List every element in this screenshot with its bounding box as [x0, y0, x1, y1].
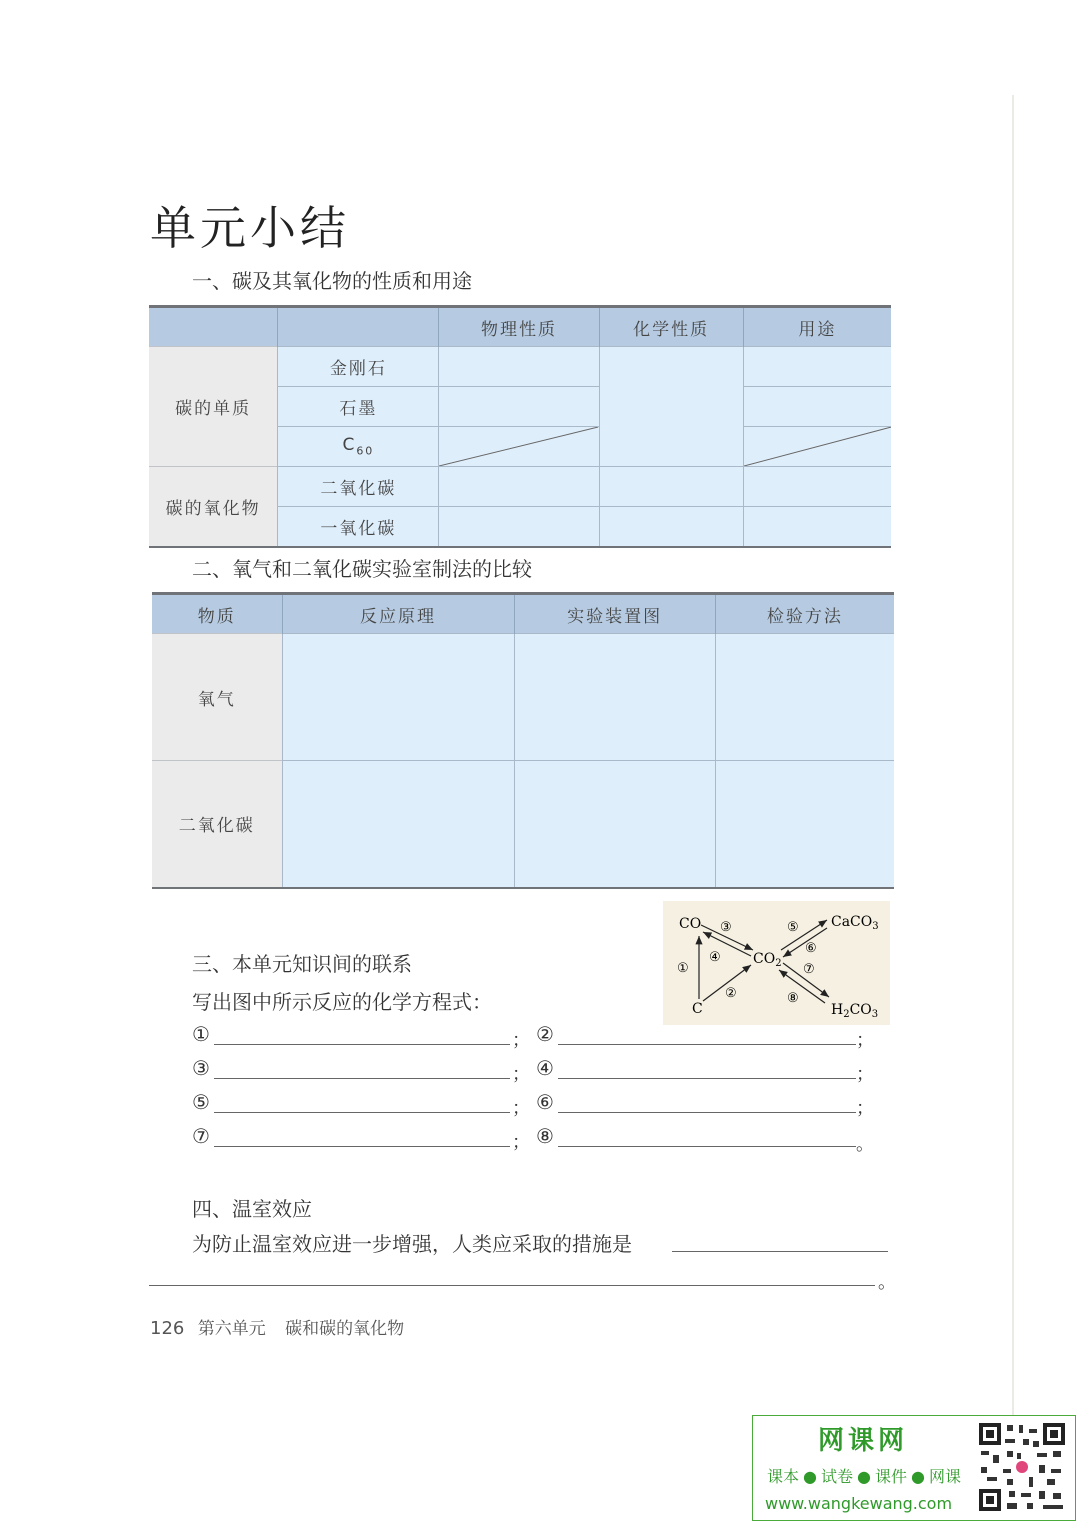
graphite-physical[interactable] — [439, 387, 599, 427]
section3-heading: 三、本单元知识间的联系 — [192, 952, 412, 976]
eq-blank-7[interactable] — [214, 1146, 510, 1147]
label-4: ④ — [709, 950, 721, 965]
header-test-method: 检验方法 — [715, 594, 894, 634]
eq-blank-3[interactable] — [214, 1078, 510, 1079]
header-blank-2 — [278, 307, 439, 347]
group-carbon-oxides: 碳的氧化物 — [149, 467, 278, 547]
row-co2: 二氧化碳 — [152, 761, 282, 888]
dot-icon: ● — [803, 1467, 817, 1486]
node-co2: $CO_2$ — [753, 951, 782, 969]
item-c60 — [278, 427, 439, 467]
label-1: ① — [677, 961, 689, 976]
watermark-badge[interactable] — [752, 1415, 1076, 1521]
item-co: 一氧化碳 — [278, 507, 439, 547]
label-6: ⑥ — [805, 941, 817, 956]
eq-sep: ； — [856, 1098, 874, 1119]
eq-blank-5[interactable] — [214, 1112, 510, 1113]
label-3: ③ — [720, 920, 732, 935]
eq-num-8: ⑧ — [536, 1124, 554, 1148]
tag: 网课 — [928, 1467, 961, 1486]
eq-num-2: ② — [536, 1022, 554, 1046]
eq-blank-6[interactable] — [558, 1112, 856, 1113]
header-substance: 物质 — [152, 594, 282, 634]
watermark-logo: 网课网 — [817, 1426, 908, 1456]
co2-chemical[interactable] — [599, 467, 743, 507]
qr-code-icon — [977, 1421, 1067, 1513]
reaction-diagram-svg — [663, 901, 890, 1025]
eq-blank-2[interactable] — [558, 1044, 856, 1045]
footer-unit: 第六单元 — [197, 1319, 266, 1339]
eq-num-3: ③ — [192, 1056, 210, 1080]
label-8: ⑧ — [787, 991, 799, 1006]
oxygen-apparatus[interactable] — [514, 634, 715, 761]
node-caco3: CaCO$_3$ — [831, 914, 879, 932]
eq-num-4: ④ — [536, 1056, 554, 1080]
diamond-physical[interactable] — [439, 347, 599, 387]
eq-num-7: ⑦ — [192, 1124, 210, 1148]
section4-question: 为防止温室效应进一步增强，人类应采取的措施是 — [192, 1232, 632, 1256]
diagonal-line — [744, 427, 891, 466]
page-title: 单元小结 — [150, 201, 350, 255]
label-2: ② — [725, 986, 737, 1001]
row-oxygen: 氧气 — [152, 634, 282, 761]
header-blank-1 — [149, 307, 278, 347]
tag: 课本 — [767, 1467, 800, 1486]
diamond-uses[interactable] — [743, 347, 891, 387]
node-co: CO — [679, 916, 702, 932]
co2-test[interactable] — [715, 761, 894, 888]
answer-blank-2[interactable] — [149, 1285, 875, 1286]
dot-icon: ● — [910, 1467, 925, 1486]
co-chemical[interactable] — [599, 507, 743, 547]
arrow-8 — [779, 970, 825, 1003]
dot-icon: ● — [857, 1467, 871, 1486]
group-carbon-elements: 碳的单质 — [149, 347, 278, 467]
node-c: C — [692, 1001, 703, 1017]
co-uses[interactable] — [743, 507, 891, 547]
eq-sep: ； — [512, 1098, 530, 1119]
item-diamond: 金刚石 — [278, 347, 439, 387]
oxygen-test[interactable] — [715, 634, 894, 761]
reaction-diagram — [663, 901, 890, 1025]
elements-chemical[interactable] — [599, 347, 743, 467]
label-7: ⑦ — [803, 962, 815, 977]
lab-preparation-table — [152, 592, 894, 889]
carbon-properties-table — [149, 305, 891, 548]
page-number: 126 — [150, 1318, 185, 1339]
co-physical[interactable] — [439, 507, 599, 547]
eq-sep: ； — [856, 1030, 874, 1051]
c60-symbol: C — [342, 435, 357, 456]
answer-period: 。 — [878, 1272, 896, 1293]
c60-subscript: 60 — [356, 444, 375, 458]
eq-sep: ； — [856, 1064, 874, 1085]
tag: 试卷 — [820, 1467, 853, 1486]
co2-principle[interactable] — [282, 761, 514, 888]
diagonal-line — [439, 427, 598, 466]
page-footer — [150, 1314, 404, 1339]
footer-unit-title: 碳和碳的氧化物 — [285, 1319, 405, 1339]
tag: 课件 — [874, 1467, 907, 1486]
section2-heading: 二、氧气和二氧化碳实验室制法的比较 — [192, 557, 532, 581]
section3-instruction: 写出图中所示反应的化学方程式： — [192, 990, 492, 1014]
item-graphite: 石墨 — [278, 387, 439, 427]
eq-num-6: ⑥ — [536, 1090, 554, 1114]
oxygen-principle[interactable] — [282, 634, 514, 761]
eq-num-5: ⑤ — [192, 1090, 210, 1114]
eq-sep: ； — [512, 1132, 530, 1153]
c60-uses-crossed — [743, 427, 891, 467]
label-5: ⑤ — [787, 920, 799, 935]
item-co2: 二氧化碳 — [278, 467, 439, 507]
eq-blank-1[interactable] — [214, 1044, 510, 1045]
header-uses: 用途 — [743, 307, 891, 347]
watermark-tags — [767, 1464, 961, 1487]
header-principle: 反应原理 — [282, 594, 514, 634]
eq-num-1: ① — [192, 1022, 210, 1046]
eq-sep: ； — [512, 1064, 530, 1085]
graphite-uses[interactable] — [743, 387, 891, 427]
eq-sep: ； — [512, 1030, 530, 1051]
node-h2co3: $H_2CO_3$ — [831, 1002, 879, 1020]
c60-physical-crossed — [439, 427, 599, 467]
co2-uses[interactable] — [743, 467, 891, 507]
watermark-url[interactable]: www.wangkewang.com — [765, 1494, 953, 1513]
eq-blank-4[interactable] — [558, 1078, 856, 1079]
section4-heading: 四、温室效应 — [192, 1197, 312, 1221]
header-chemical: 化学性质 — [599, 307, 743, 347]
eq-blank-8[interactable] — [558, 1146, 856, 1147]
page-edge-rule — [1012, 95, 1014, 1415]
co2-physical[interactable] — [439, 467, 599, 507]
header-physical: 物理性质 — [439, 307, 599, 347]
section1-heading: 一、碳及其氧化物的性质和用途 — [192, 269, 472, 293]
co2-apparatus[interactable] — [514, 761, 715, 888]
header-apparatus: 实验装置图 — [514, 594, 715, 634]
eq-period: 。 — [856, 1134, 874, 1155]
answer-blank-1[interactable] — [672, 1251, 888, 1252]
